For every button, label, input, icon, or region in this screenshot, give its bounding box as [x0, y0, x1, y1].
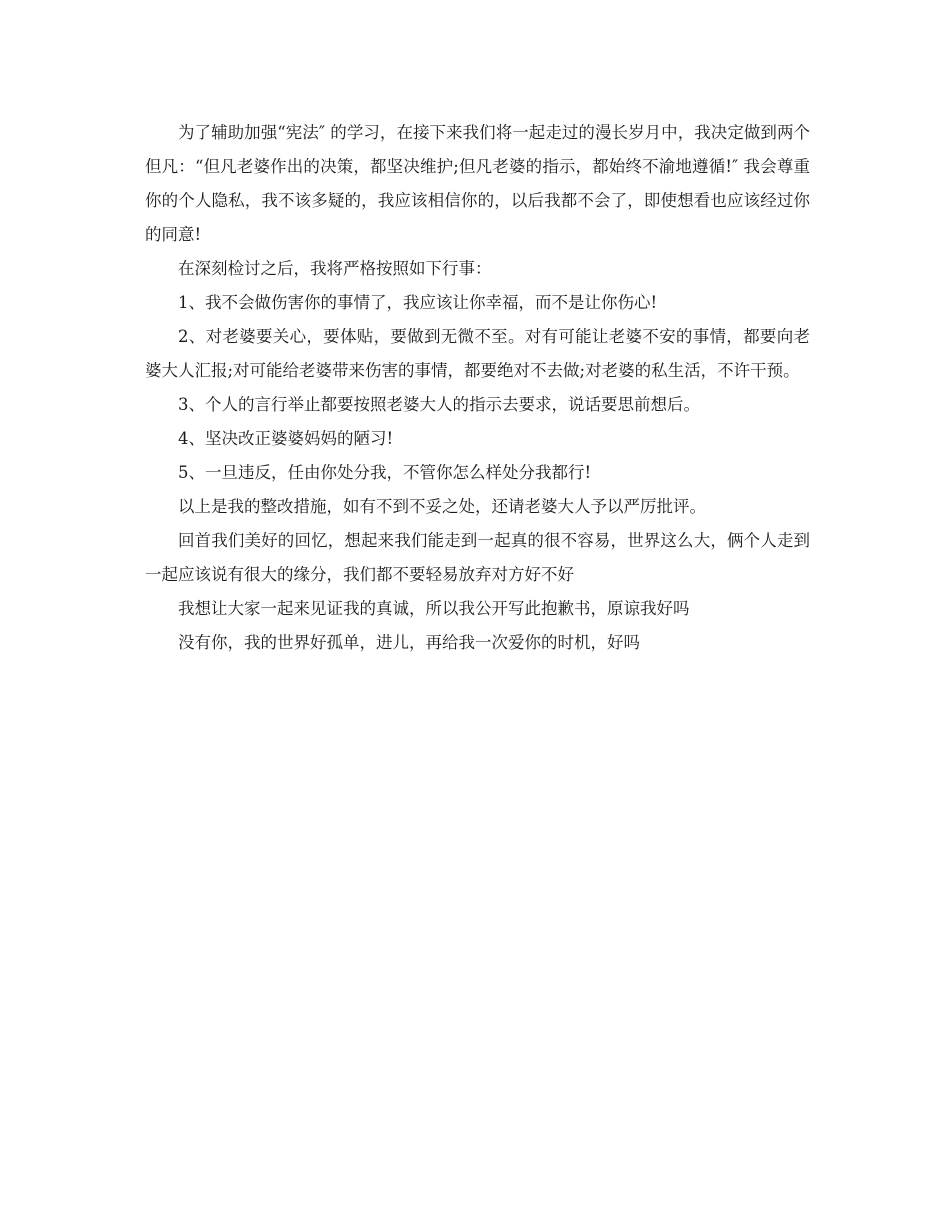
paragraph-commitment: 为了辅助加强“宪法″ 的学习，在接下来我们将一起走过的漫长岁月中，我决定做到两个但凡：“但凡老婆作出的决策，都坚决维护;但凡老婆的指示，都始终不渝地遵循!″ 我会尊重你的个人隐私，我不该多疑的，我应该相信你的，以后我都不会了，即使想看也应该经过你的同意! — [145, 123, 810, 244]
document-body — [145, 116, 810, 660]
paragraph-intro-rules: 在深刻检讨之后，我将严格按照如下行事： — [178, 259, 492, 278]
paragraph-witness: 我想让大家一起来见证我的真诚，所以我公开写此抱歉书，原谅我好吗 — [178, 599, 690, 618]
paragraph-memories: 回首我们美好的回忆，想起来我们能走到一起真的很不容易，世界这么大，俩个人走到一起应该说有很大的缘分，我们都不要轻易放弃对方好不好 — [145, 531, 810, 584]
paragraph-rule-3: 3、个人的言行举止都要按照老婆大人的指示去要求，说话要思前想后。 — [178, 395, 700, 414]
paragraph-rule-5: 5、一旦违反，任由你处分我，不管你怎么样处分我都行! — [178, 463, 592, 482]
paragraph-summary: 以上是我的整改措施，如有不到不妥之处，还请老婆大人予以严厉批评。 — [178, 497, 706, 516]
paragraph-closing: 没有你，我的世界好孤单，进儿，再给我一次爱你的时机，好吗 — [178, 633, 640, 652]
paragraph-rule-4: 4、坚决改正婆婆妈妈的陋习! — [178, 429, 394, 448]
paragraph-rule-1: 1、我不会做伤害你的事情了，我应该让你幸福，而不是让你伤心! — [178, 293, 658, 312]
paragraph-rule-2: 2、对老婆要关心，要体贴，要做到无微不至。对有可能让老婆不安的事情，都要向老婆大人汇报;对可能给老婆带来伤害的事情，都要绝对不去做;对老婆的私生活，不许干预。 — [145, 327, 810, 380]
